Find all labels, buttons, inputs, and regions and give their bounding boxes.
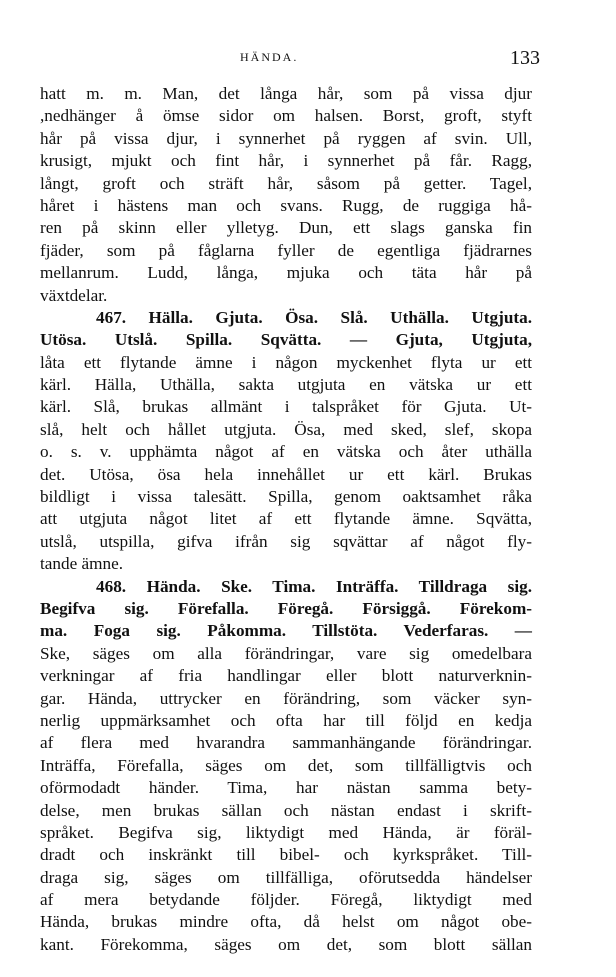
text-line: det. Utösa, ösa hela innehållet ur ett kärl. Brukas [40, 464, 532, 484]
text-line: af mera betydande följder. Föregå, liktydigt med [40, 890, 532, 910]
text-line: tande ämne. [40, 554, 124, 574]
text-line: fjäder, som på fåglarna fyller de egentliga fjädrarnes [40, 240, 532, 260]
text-line: dradt och inskränkt till bibel- och kyrkspråket. Till- [40, 845, 532, 865]
text-line: utslå, utspilla, gifva ifrån sig sqvättar af något fly- [40, 531, 532, 551]
section-heading-467: 467. Hälla. Gjuta. Ösa. Slå. Uthälla. Utgjuta. [96, 307, 532, 327]
text-line: Ske, säges om alla förändringar, vare sig omedelbara [40, 643, 532, 663]
running-head [40, 47, 540, 70]
text-line: låta ett flytande ämne i någon myckenhet flyta ur ett [40, 352, 532, 372]
text-line: verkningar af fria handlingar eller blott naturverknin- [40, 666, 532, 686]
text-line: o. s. v. upphämta något af en vätska och åter uthälla [40, 442, 532, 462]
text-line: gar. Hända, uttrycker en förändring, som väcker syn- [40, 688, 532, 708]
text-line: långt, groft och sträft hår, såsom på getter. Tagel, [40, 173, 532, 193]
text-line: nerlig uppmärksamhet och ofta har till följd en kedja [40, 710, 532, 730]
running-title: HÄNDA. [240, 50, 299, 64]
text-line: draga sig, säges om tillfälliga, oförutsedda händelser [40, 867, 532, 887]
text-line: ren på skinn eller ylletyg. Dun, ett slags ganska fin [40, 218, 532, 238]
text-line: slå, helt och hållet utgjuta. Ösa, med sked, slef, skopa [40, 419, 532, 439]
text-line: kärl. Hälla, Uthälla, sakta utgjuta en vätska ur ett [40, 375, 532, 395]
text-line: bildligt i vissa talesätt. Spilla, genom oaktsamhet råka [40, 487, 532, 507]
section-heading-468-cont: ma. Foga sig. Påkomma. Tillstöta. Vederfaras. — [40, 621, 532, 641]
text-line: oförmodadt händer. Tima, har nästan samma bety- [40, 778, 532, 798]
page-number: 133 [510, 47, 540, 69]
text-line: Hända, brukas mindre ofta, då helst om något obe- [40, 912, 532, 932]
text-line: kärl. Slå, brukas allmänt i talspråket för Gjuta. Ut- [40, 397, 532, 417]
text-line: krusigt, mjukt och fint hår, i synnerhet på får. Ragg, [40, 151, 532, 171]
text-line: hatt m. m. Man, det långa hår, som på vissa djur [40, 84, 532, 103]
text-line: hår på vissa djur, i synnerhet på ryggen af svin. Ull, [40, 128, 532, 148]
text-line: växtdelar. [40, 285, 108, 305]
text-line: ,nedhänger å ömse sidor om halsen. Borst, groft, styft [40, 106, 532, 126]
section-heading-468-cont: Begifva sig. Förefalla. Föregå. Försiggå. Förekom- [40, 598, 532, 618]
text-line: mellanrum. Ludd, långa, mjuka och täta hår på [40, 263, 532, 283]
text-line: håret i hästens man och svans. Rugg, de ruggiga hå- [40, 195, 532, 215]
text-line: Inträffa, Förefalla, säges om det, som tillfälligtvis och [40, 755, 532, 775]
text-line: af flera med hvarandra sammanhängande förändringar. [40, 733, 532, 753]
text-line: delse, men brukas sällan och nästan endast i skrift- [40, 800, 532, 820]
text-line: att utgjuta något litet af ett flytande ämne. Sqvätta, [40, 509, 532, 529]
text-line: språket. Begifva sig, liktydigt med Hända, är föräl- [40, 822, 532, 842]
section-heading-467-cont: Utösa. Utslå. Spilla. Sqvätta. — Gjuta, Utgjuta, [40, 330, 532, 350]
text-line: kant. Förekomma, säges om det, som blott sällan [40, 934, 532, 954]
body-text [40, 83, 532, 956]
section-heading-468: 468. Hända. Ske. Tima. Inträffa. Tilldraga sig. [96, 576, 532, 596]
